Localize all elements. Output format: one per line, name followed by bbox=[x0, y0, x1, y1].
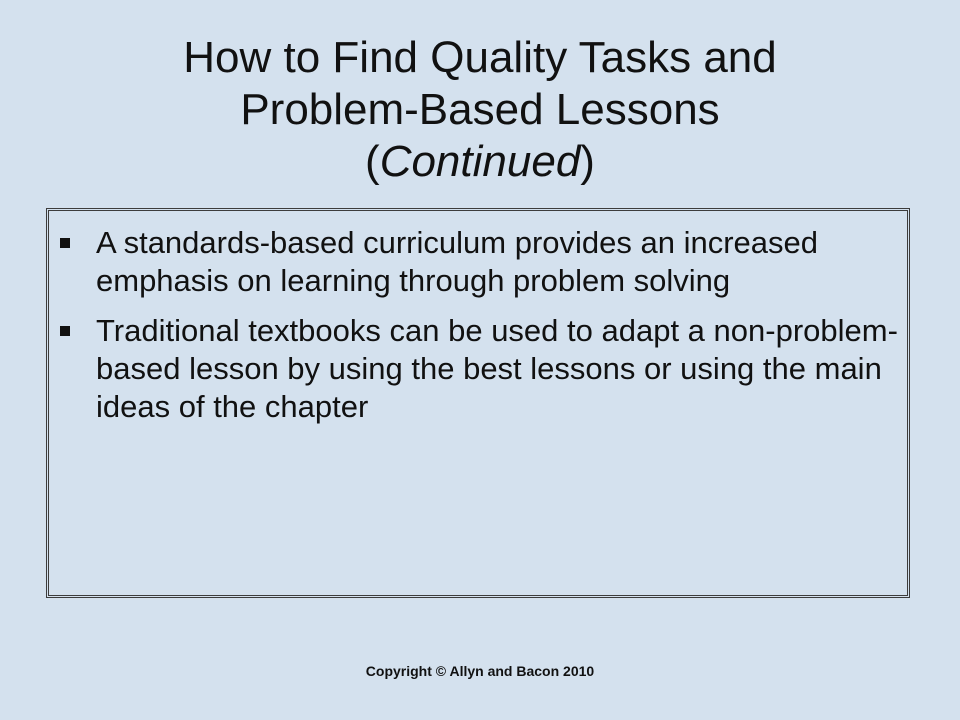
bullet-item-1 bbox=[60, 224, 910, 300]
title-paren-open: ( bbox=[365, 137, 380, 186]
title-paren-close: ) bbox=[580, 137, 595, 186]
title-continued: Continued bbox=[379, 137, 581, 186]
bullet-text-2: Traditional textbooks can be used to adapt a non-problem-based lesson by using the best lessons or using the main ideas of the chapter bbox=[96, 313, 898, 424]
title-line-2: Problem-Based Lessons bbox=[240, 85, 720, 134]
bullet-text-1: A standards-based curriculum provides an increased emphasis on learning through problem solving bbox=[96, 225, 818, 298]
square-bullet-icon bbox=[60, 326, 70, 336]
title-line-1: How to Find Quality Tasks and bbox=[183, 33, 777, 82]
copyright-footer: Copyright © Allyn and Bacon 2010 bbox=[365, 663, 595, 679]
bullet-list bbox=[60, 224, 910, 438]
bullet-item-2 bbox=[60, 312, 910, 426]
slide-title bbox=[40, 32, 920, 188]
square-bullet-icon bbox=[60, 238, 70, 248]
title-line-3 bbox=[40, 136, 920, 188]
